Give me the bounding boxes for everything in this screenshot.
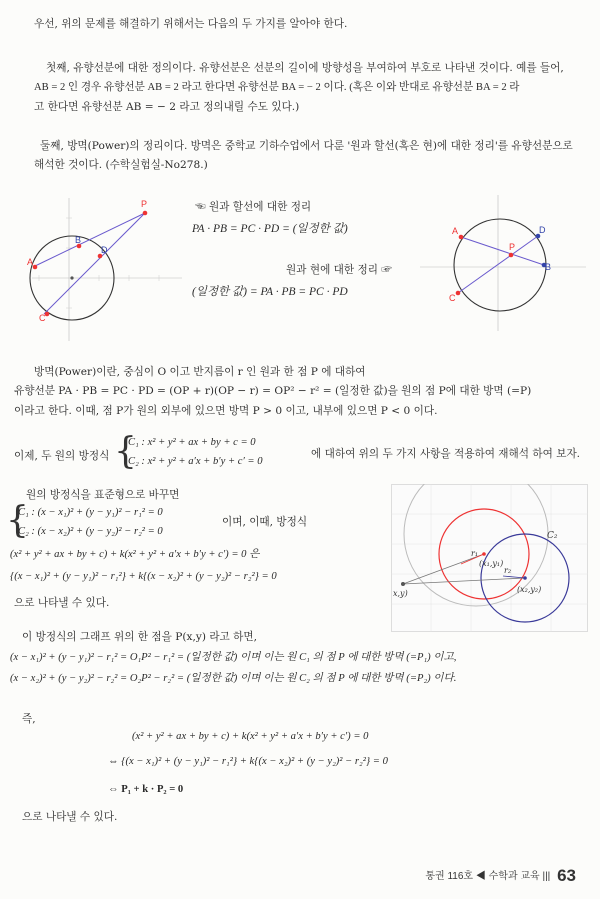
fig3-label-o1: (x₁,y₁) [479,559,504,568]
chord-figure [418,193,588,333]
conclusion-eq3: ⇔ P₁ + k · P₂ = 0 [108,784,184,795]
power-definition-line2: 유향선분 PA · PB = PC · PD = (OP + r)(OP − r) = OP² − r² = (일정한 값)을 원의 점 P에 대한 방멱 (=P) [14,385,532,397]
theorem1-equation: PA · PB = PC · PD = (일정한 값) [192,223,348,235]
para2-line1: 둘째, 방멱(Power)의 정리이다. 방멱은 중학교 기하수업에서 다룬 '원과 할선(혹은 현)에 대한 정리'를 유향선분으로 [40,140,573,152]
system-eq2: C₂ : x² + y² + a′x + b′y + c′ = 0 [128,456,263,467]
fig2-label-a: A [452,226,459,236]
fig1-label-p: P [141,199,148,209]
system-intro: 이제, 두 원의 방정식 [14,450,110,462]
conclusion-eq1: (x² + y² + ax + by + c) + k(x² + y² + a′x + b′y + c′) = 0 [132,731,369,742]
fig1-label-b: B [75,235,82,245]
para1-line2: AB = 2 인 경우 유향선분 AB = 2 라고 한다면 유향선분 BA = − 2 이다. (혹은 이와 반대로 유향선분 BA = 2 라 [34,82,520,93]
intro-line: 우선, 위의 문제를 해결하기 위해서는 다음의 두 가지를 알아야 한다. [34,18,348,30]
footer-text: 통권 116호 ◀ 수학과 교육 ||| [425,871,551,882]
fig3-label-c2: C₂ [547,531,558,541]
power-p2-line: (x − x₂)² + (y − y₂)² − r₂² = O₂P² − r₂² = (일정한 값) 이며 이는 원 C₂ 의 점 P 에 대한 방멱 (=P₂) 이다. [10,673,457,684]
two-circles-figure [391,484,588,632]
standard-eq2: C₂ : (x − x₂)² + (y − y₂)² − r₂² = 0 [18,526,163,537]
page-footer [425,866,576,886]
theorem2-title: 원과 현에 대한 정리 ☞ [286,264,392,276]
fig3-label-r1: r₁ [471,549,479,558]
fig2-label-p: P [509,242,516,252]
system-eq1: C₁ : x² + y² + ax + by + c = 0 [128,437,256,448]
fig2-label-d: D [539,225,546,235]
power-definition-line3: 이라고 한다. 이때, 점 P가 원의 외부에 있으면 방멱 P > 0 이고, 내부에 있으면 P < 0 이다. [14,405,438,417]
fig1-label-c: C [39,313,46,323]
pencil-outro: 으로 나타낼 수 있다. [14,597,110,609]
secant-figure [27,193,187,343]
fig3-label-o2: (x₂,y₂) [517,585,542,594]
power-p1-line: (x − x₁)² + (y − y₁)² − r₁² = O₁P² − r₁² = (일정한 값) 이며 이는 원 C₁ 의 점 P 에 대한 방멱 (=P₁) 이고, [10,652,457,663]
para1-line3: 고 한다면 유향선분 AB = − 2 라고 정의내릴 수도 있다.) [34,101,300,113]
fig2-label-b: B [545,262,552,272]
pencil-equation: (x² + y² + ax + by + c) + k(x² + y² + a′x + b′y + c′) = 0 은 [10,549,260,560]
power-definition-line1: 방멱(Power)이란, 중심이 O 이고 반지름이 r 인 원과 한 점 P 에 대하여 [34,366,366,378]
system-brace: { [114,431,137,472]
standard-outro: 이며, 이때, 방정식 [222,516,308,528]
fig1-label-a: A [27,257,34,267]
conclusion-eq2: ⇔ {(x − x₁)² + (y − y₁)² − r₁²} + k{(x − x₂)² + (y − y₂)² − r₂²} = 0 [108,756,388,767]
theorem2-equation: (일정한 값) = PA · PB = PC · PD [192,286,348,298]
fig1-label-d: D [101,245,108,255]
standard-brace: { [6,500,29,541]
fig2-label-c: C [449,293,456,303]
conclusion-label: 즉, [22,713,36,725]
fig3-label-p: x,y) [393,589,408,598]
para1-line1: 첫째, 유향선분에 대한 정의이다. 유향선분은 선분의 길이에 방향성을 부여하여 부호로 나타낸 것이다. 예를 들어, [46,62,564,74]
system-outro: 에 대하여 위의 두 가지 사항을 적용하여 재해석 하여 보자. [311,448,581,460]
fig3-label-r2: r₂ [504,566,512,575]
page-number: 63 [557,866,576,885]
theorem1-title: ☜ 원과 할선에 대한 정리 [195,201,312,213]
pencil-equation-std: {(x − x₁)² + (y − y₁)² − r₁²} + k{(x − x₂)² + (y − y₂)² − r₂²} = 0 [10,571,277,582]
conclusion-outro: 으로 나타낼 수 있다. [22,811,118,823]
standard-eq1: C₁ : (x − x₁)² + (y − y₁)² − r₁² = 0 [18,507,163,518]
para2-line2: 해석한 것이다. (수학실험실-No278.) [34,159,208,171]
standard-form-intro: 원의 방정식을 표준형으로 바꾸면 [26,489,180,501]
point-intro: 이 방정식의 그래프 위의 한 점을 P(x,y) 라고 하면, [22,631,257,643]
